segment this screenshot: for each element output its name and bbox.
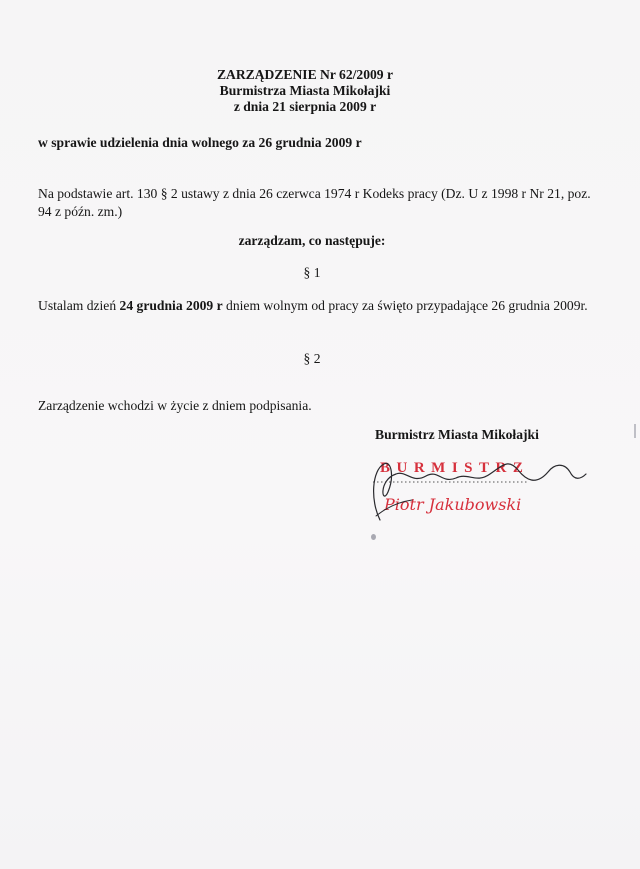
paper-edge-mark	[634, 424, 636, 438]
signatory-title: Burmistrz Miasta Mikołajki	[375, 427, 539, 442]
paragraph-1-text-start: Ustalam dzień	[38, 298, 120, 313]
ordering-clause: zarządzam, co następuje:	[238, 233, 386, 248]
paragraph-1-date: 24 grudnia 2009 r	[119, 298, 223, 313]
document-issuer: Burmistrza Miasta Mikołajki	[219, 83, 391, 98]
stamp-name-text: Piotr Jakubowski	[384, 495, 522, 514]
legal-basis: Na podstawie art. 130 § 2 ustawy z dnia 26 czerwca 1974 r Kodeks pracy (Dz. U z 1998 r Nr 21, poz. 94 z późn. zm.)	[38, 186, 591, 219]
official-stamp-with-signature	[368, 450, 588, 525]
document-date: z dnia 21 sierpnia 2009 r	[233, 99, 377, 114]
document-subject: w sprawie udzielenia dnia wolnego za 26 grudnia 2009 r	[38, 135, 362, 150]
document-title: ZARZĄDZENIE Nr 62/2009 r	[216, 67, 394, 82]
paragraph-2-mark: § 2	[303, 351, 321, 366]
paragraph-1-text-end: dniem wolnym od pracy za święto przypadające 26 grudnia 2009r.	[222, 298, 588, 313]
document-header	[0, 67, 610, 115]
stamp-title-text: BURMISTRZ	[380, 460, 530, 476]
paragraph-1-text	[38, 297, 593, 314]
ink-smudge	[371, 534, 376, 540]
paragraph-2-text: Zarządzenie wchodzi w życie z dniem podpisania.	[38, 398, 312, 413]
paragraph-1-mark: § 1	[303, 265, 321, 280]
